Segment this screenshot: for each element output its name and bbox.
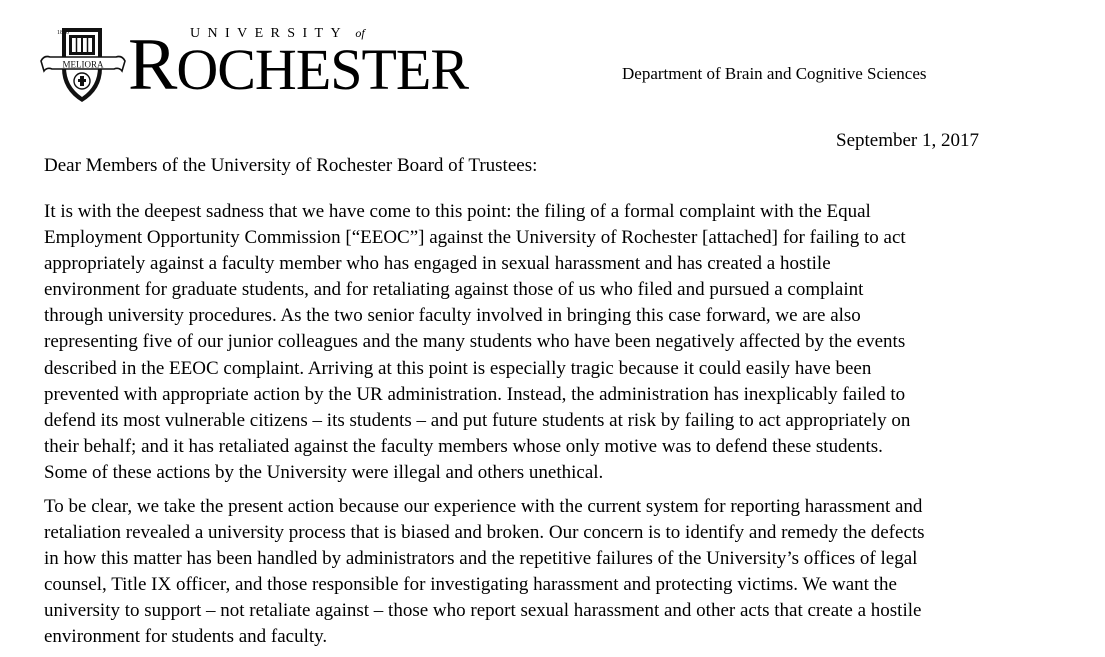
text-line: appropriately against a faculty member who has engaged in sexual harassment and has created a hostile — [44, 253, 831, 275]
text-line: their behalf; and it has retaliated against the faculty members whose only motive was to defend these students. — [44, 435, 883, 457]
text-line: retaliation revealed a university process that is biased and broken. Our concern is to identify and remedy the defects — [44, 522, 925, 544]
text-line: environment for students and faculty. — [44, 626, 328, 648]
university-small-caps: UNIVERSITY of — [190, 26, 365, 41]
text-line: counsel, Title IX officer, and those responsible for investigating harassment and protecting victims. We want the — [44, 574, 897, 596]
text-line: Employment Opportunity Commission [“EEOC”] against the University of Rochester [attached] for failing to act — [44, 227, 906, 249]
text-line: Some of these actions by the University were illegal and others unethical. — [44, 461, 604, 483]
text-line: defend its most vulnerable citizens – its students – and put future students at risk by failing to act appropriately on — [44, 409, 911, 431]
text-line: It is with the deepest sadness that we have come to this point: the filing of a formal complaint with the Equal — [44, 201, 871, 222]
text-line: prevented with appropriate action by the UR administration. Instead, the administration has inexplicably failed to — [44, 383, 906, 405]
text-line: representing five of our junior colleagues and the many students who have been negatively affected by the events — [44, 331, 906, 353]
paragraph-1 — [44, 199, 1074, 486]
text-line: To be clear, we take the present action because our experience with the current system for reporting harassment and — [44, 496, 923, 517]
text-line: environment for graduate students, and for retaliating against those of us who filed and pursued a complaint — [44, 279, 864, 301]
text-line: in how this matter has been handled by administrators and the repetitive failures of the University’s offices of legal — [44, 548, 918, 570]
university-name: ROCHESTER — [128, 24, 469, 106]
university-seal-icon — [40, 24, 126, 104]
paragraph-2 — [44, 494, 1074, 651]
svg-text:1850: 1850 — [57, 30, 69, 36]
letterhead — [40, 22, 1080, 112]
text-line: through university procedures. As the two senior faculty involved in bringing this case forward, we are also — [44, 305, 861, 327]
text-line: university to support – not retaliate against – those who report sexual harassment and other acts that create a hostile — [44, 600, 922, 622]
svg-text:MELIORA: MELIORA — [62, 59, 104, 70]
salutation: Dear Members of the University of Rochester Board of Trustees: — [44, 155, 538, 176]
department-name: Department of Brain and Cognitive Sciences — [622, 64, 927, 83]
text-line: described in the EEOC complaint. Arriving at this point is especially tragic because it could easily have been — [44, 357, 872, 379]
letter-date: September 1, 2017 — [836, 130, 980, 151]
